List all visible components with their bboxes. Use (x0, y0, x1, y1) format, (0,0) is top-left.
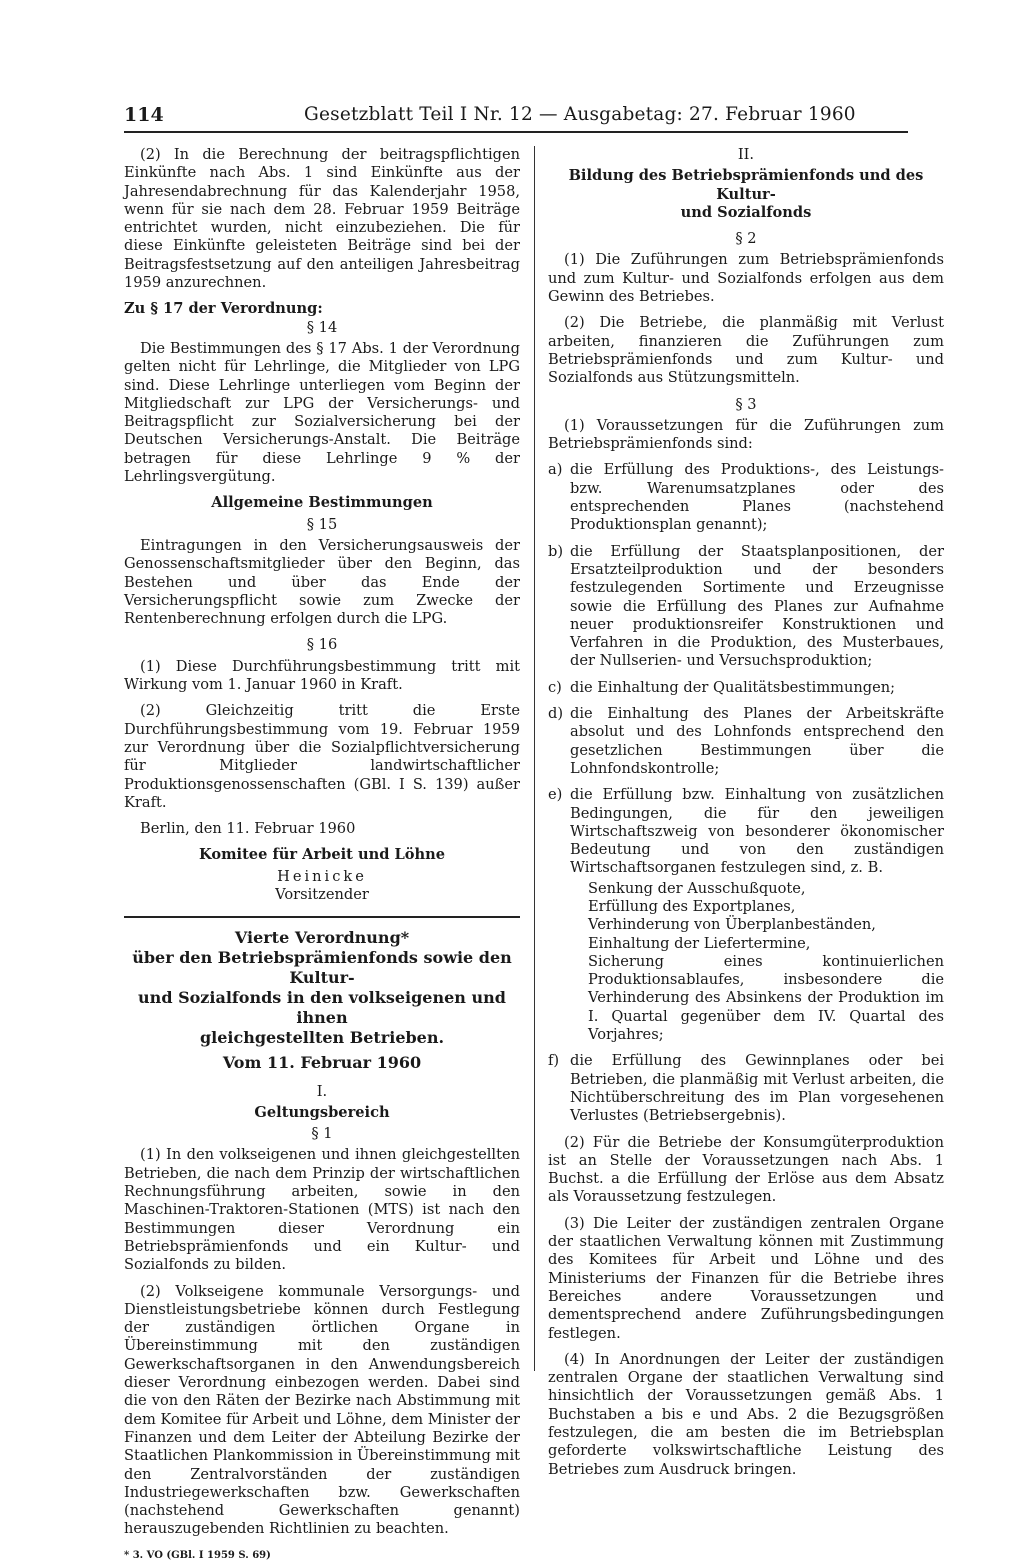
section-label: Zu § 17 der Verordnung: (124, 300, 323, 318)
paragraph: (2) Für die Betriebe der Konsumgüterproduktion ist an Stelle der Voraussetzungen nach Abs. 1 Buchst. a die Erfüllung der Erlöse aus dem Absatz als Voraussetzung festzulegen. (548, 1133, 944, 1206)
paragraph: (1) In den volkseigenen und ihnen gleichgestellten Betrieben, die nach dem Prinzip der wirtschaftlichen Rechnungsführung arbeiten, sowie in den Maschinen-Traktoren-Stationen (MTS) ist nach den Bestimmungen dieser Verordnung ein Betriebsprämienfonds und ein Kultur- und Sozialfonds zu bilden. (124, 1146, 520, 1274)
section-number: § 15 (306, 515, 338, 533)
list-item (548, 1052, 944, 1125)
chapter-number: I. (316, 1082, 328, 1100)
list-text: die Erfüllung bzw. Einhaltung von zusätzlichen Bedingungen, die für den jeweiligen Wirtschaftszweig von besonderer ökonomischer Bedeutung und von den zuständigen Wirtschaftsorganen festzulegen sind, z. B. (570, 786, 944, 877)
paragraph: (2) In die Berechnung der beitragspflichtigen Einkünfte nach Abs. 1 sind Einkünfte aus der Jahresendabrechnung für das Kalenderjahr 1958, wenn für sie nach dem 28. Februar 1959 Beiträge entrichtet wurden, nicht einzubeziehen. Die für diese Einkünfte geleisteten Beiträge sind bei der Beitragsfestsetzung auf den anteiligen Jahresbeitrag 1959 anzurechnen. (124, 146, 520, 292)
list-label: e) (548, 786, 563, 804)
decree-date: Vom 11. Februar 1960 (222, 1053, 422, 1073)
sub-list-line: Einhaltung der Liefertermine, (588, 934, 811, 952)
footnote: * 3. VO (GBl. I 1959 S. 69) (124, 1549, 271, 1561)
committee-name: Komitee für Arbeit und Löhne (198, 846, 445, 864)
list-text: die Erfüllung des Gewinnplanes oder bei Betrieben, die planmäßig mit Verlust arbeiten, die Nichtüberschreitung des im Plan vorgesehenen Verlustes (Betriebsergebnis). (570, 1052, 944, 1125)
list-item (548, 461, 944, 534)
chapter-title: Geltungsbereich (254, 1103, 390, 1121)
list-text: die Einhaltung des Planes der Arbeitskräfte absolut und des Lohnfonds entsprechend den gesetzlichen Bestimmungen über die Lohnfondskontrolle; (570, 705, 944, 777)
page-header (124, 104, 1024, 136)
section-heading: Allgemeine Bestimmungen (211, 494, 433, 512)
paragraph: Die Bestimmungen des § 17 Abs. 1 der Verordnung gelten nicht für Lehrlinge, die Mitglieder von LPG sind. Diese Lehrlinge unterliegen vom Beginn der Mitgliedschaft zur LPG der Versicherungs- und Beitragspflicht zur Sozialversicherung bei der Deutschen Versicherungs-Anstalt. Die Beiträge betragen für diese Lehrlinge 9 % der Lehrlingsvergütung. (124, 339, 520, 486)
section-separator (124, 916, 520, 918)
chapter-title-line: und Sozialfonds (680, 203, 812, 221)
paragraph: (1) Voraussetzungen für die Zuführungen zum Betriebsprämienfonds sind: (548, 416, 944, 453)
list-text: die Erfüllung der Staatsplanpositionen, der Ersatzteilproduktion und der besonders festzulegenden Sortimente und Erzeugnisse sowie die Erfüllung des Planes zur Aufnahme neuer produktionsreifer Konstruktionen und Verfahren in die Produktion, des Musterbaues, der Nullserien- und Versuchsproduktion; (570, 542, 944, 670)
list-label: b) (548, 542, 564, 560)
list-label: f) (548, 1052, 560, 1070)
list-text: die Erfüllung des Produktions-, des Leistungs- bzw. Warenumsatzplanes oder des entsprechenden Planes (nachstehend Produktionsplan genannt); (570, 461, 944, 534)
list-item (548, 679, 944, 697)
decree-title-line: und Sozialfonds in den volkseigenen und ihnen (138, 988, 506, 1028)
list-text-block (570, 786, 944, 1044)
list-label: a) (548, 461, 563, 479)
sub-list-line: Sicherung eines kontinuierlichen Produktionsablaufes, insbesondere die Verhinderung des Absinkens der Produktion im I. Quartal gegenüber dem IV. Quartal des Vorjahres; (588, 952, 944, 1044)
paragraph: (1) Diese Durchführungsbestimmung tritt mit Wirkung vom 1. Januar 1960 in Kraft. (124, 657, 520, 694)
paragraph: (3) Die Leiter der zuständigen zentralen Organe der staatlichen Verwaltung können mit Zustimmung des Komitees für Arbeit und Löhne und des Ministeriums der Finanzen für die Betriebe ihres Bereiches andere Voraussetzungen und dementsprechend andere Zuführungsbedingungen festlegen. (548, 1214, 944, 1342)
decree-title-line: gleichgestellten Betrieben. (199, 1028, 445, 1048)
paragraph: (1) Die Zuführungen zum Betriebsprämienfonds und zum Kultur- und Sozialfonds erfolgen aus dem Gewinn des Betriebes. (548, 251, 944, 306)
column-divider (534, 146, 535, 1371)
decree-title (124, 928, 520, 1048)
right-column (548, 146, 944, 1487)
section-number: § 1 (311, 1125, 333, 1143)
sub-list (588, 880, 944, 1045)
paragraph: (2) Gleichzeitig tritt die Erste Durchführungsbestimmung vom 19. Februar 1959 zur Verordnung über die Sozialpflichtversicherung für Mitglieder landwirtschaftlicher Produktionsgenossenschaften (GBl. I S. 139) außer Kraft. (124, 702, 520, 811)
paragraph: (2) Volkseigene kommunale Versorgungs- und Dienstleistungsbetriebe können durch Festlegung der zuständigen örtlichen Organe in Übereinstimmung mit den zuständigen Gewerkschaftsorganen in den Anwendungsbereich dieser Verordnung einbezogen werden. Dabei sind die von den Räten der Bezirke nach Abstimmung mit dem Komitee für Arbeit und Löhne, dem Minister der Finanzen und dem Leiter der Abteilung Bezirke der Staatlichen Plankommission in Übereinstimmung mit den Zentralvorständen der zuständigen Industriegewerkschaften bzw. Gewerkschaften (nachstehend Gewerkschaften genannt) herauszugebenden Richtlinien zu beachten. (124, 1282, 520, 1538)
left-column (124, 146, 520, 1565)
paragraph: (2) Die Betriebe, die planmäßig mit Verlust arbeiten, finanzieren die Zuführungen zum Betriebsprämienfonds und zum Kultur- und Sozialfonds aus Stützungsmitteln. (548, 314, 944, 387)
chapter-number: II. (737, 146, 755, 163)
chapter-title-line: Bildung des Betriebsprämienfonds und des Kultur- (568, 167, 924, 203)
section-number: § 16 (306, 636, 338, 654)
header-rule (124, 131, 908, 133)
list-label: c) (548, 678, 562, 696)
sub-list-line: Senkung der Ausschußquote, (588, 879, 806, 897)
chapter-title (548, 167, 944, 222)
section-number: § 2 (735, 230, 757, 248)
paragraph: (4) In Anordnungen der Leiter der zuständigen zentralen Organe der staatlichen Verwaltung sind hinsichtlich der Voraussetzungen gemäß Abs. 1 Buchstaben a bis e und Abs. 2 die Bezugsgrößen festzulegen, die am besten die im Betriebsplan geforderte volkswirtschaftliche Leistung des Betriebes zum Ausdruck bringen. (548, 1350, 944, 1478)
signer-role: Vorsitzender (275, 885, 369, 903)
list-item (548, 543, 944, 671)
signer-name: Heinicke (277, 867, 367, 885)
list-item (548, 786, 944, 1044)
list-text: die Einhaltung der Qualitätsbestimmungen; (570, 678, 896, 696)
section-number: § 3 (735, 395, 757, 413)
date-line: Berlin, den 11. Februar 1960 (140, 820, 356, 838)
list-label: d) (548, 705, 564, 723)
paragraph: Eintragungen in den Versicherungsausweis der Genossenschaftsmitglieder über den Beginn, das Bestehen und über das Ende der Versicherungspflicht sowie zum Zwecke der Rentenberechnung erfolgen durch die LPG. (124, 536, 520, 628)
header-title: Gesetzblatt Teil I Nr. 12 — Ausgabetag: 27. Februar 1960 (304, 104, 856, 125)
page-number: 114 (124, 104, 164, 126)
decree-title-line: Vierte Verordnung* (234, 928, 410, 948)
sub-list-line: Verhinderung von Überplanbeständen, (588, 916, 876, 934)
sub-list-line: Erfüllung des Exportplanes, (588, 897, 796, 915)
section-number: § 14 (306, 318, 338, 336)
list-item (548, 705, 944, 778)
decree-title-line: über den Betriebsprämienfonds sowie den Kultur- (132, 948, 512, 988)
